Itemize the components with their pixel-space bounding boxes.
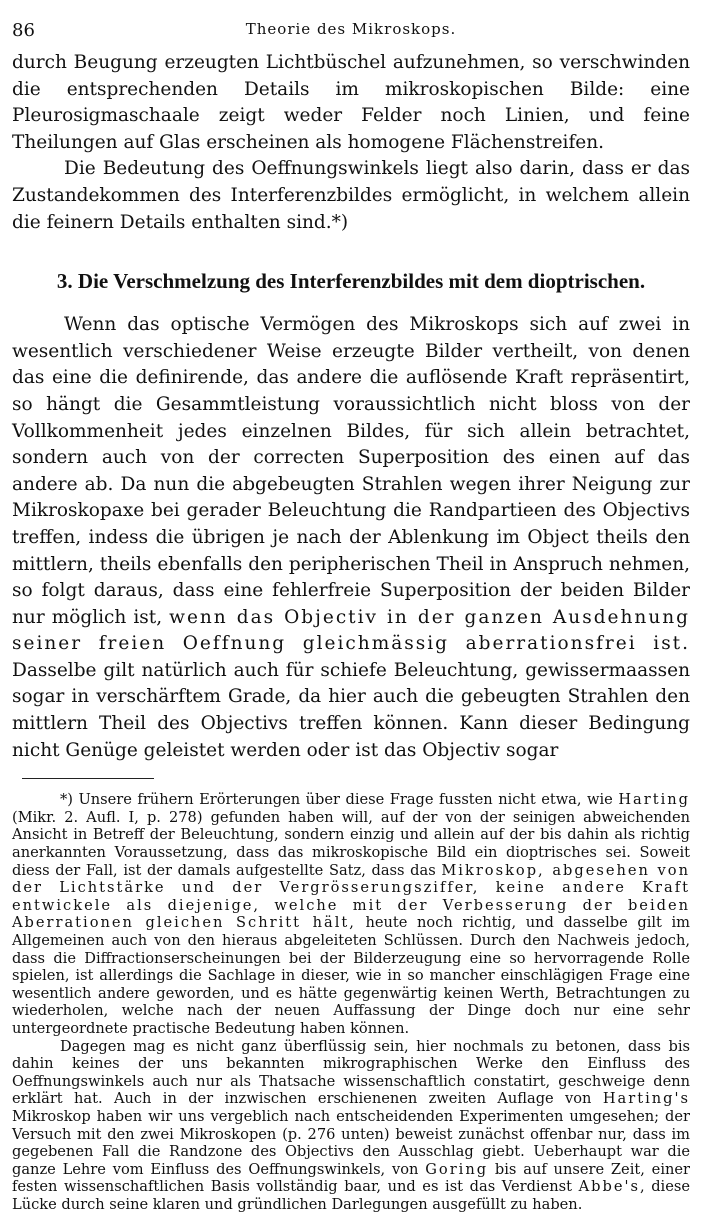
emphasized-text: wenn das Objectiv in der ganzen Ausdehnung seiner freien Oeffnung gleichmässig aberrationsfrei ist. (12, 606, 690, 655)
footnote-text: (Mikr. 2. Aufl. I, p. 278) gefunden haben will, auf der von der seinigen abweichenden Ansicht in Betreff der Beleuchtung, sondern einzig und allein auf der bis dahin als richtig anerkannten Voraussetzung, dass das mikroskopische Bild ein dioptrisches sei. Soweit diess der Fall, ist der damals aufgestellte Satz, dass das (12, 808, 690, 879)
footnote-2 (12, 1038, 690, 1214)
author-name: Harting's (602, 1090, 690, 1108)
section-heading: 3. Die Verschmelzung des Interferenzbildes mit dem dioptrischen. (56, 269, 646, 294)
footnote-text: *) Unsere frühern Erörterungen über diese Frage fussten nicht etwa, wie (60, 791, 619, 809)
paragraph-superposition (12, 312, 690, 764)
paragraph-text: Dasselbe gilt natürlich auch für schiefe Beleuchtung, gewissermaassen sogar in verschärftem Grade, da hier auch die gebeugten Strahlen den mittlern Theil des Objectivs treffen können. Kann dieser Bedingung nicht Genüge geleistet werden oder ist das Objectiv sogar (12, 659, 690, 761)
author-name: Goring (425, 1160, 489, 1178)
footnote-text: Mikroskop haben wir uns vergeblich nach entscheidenden Experimenten umgesehen; der Versuch mit den zwei Mikroskopen (p. 276 unten) beweist zunächst offenbar nur, dass im gegebenen Fall die Randzone des Objectivs den Ausschlag giebt. Ueberhaupt war die ganze Lehre vom Einfluss des Oeffnungswinkels, von (12, 1107, 690, 1178)
footnote-text: , diese Lücke durch seine klaren und gründlichen Darlegungen ausgefüllt zu haben. (12, 1178, 690, 1213)
paragraph-text: Wenn das optische Vermögen des Mikroskops sich auf zwei in wesentlich verschiedener Weise erzeugte Bilder vertheilt, von denen das eine die definirende, das andere die auflösende Kraft repräsentirt, so hängt die Gesammtleistung voraussichtlich nicht bloss von der Vollkommenheit jedes einzelnen Bildes, für sich allein betrachtet, sondern auch von der correcten Superposition des einen auf das andere ab. Da nun die abgebeugten Strahlen wegen ihrer Neigung zur Mikroskopaxe bei gerader Beleuchtung die Randpartieen des Objectivs treffen, indess die übrigen je nach der Ablenkung im Object theils den mittlern, theils ebenfalls den peripherischen Theil in Anspruch nehmen, so folgt daraus, dass eine fehlerfreie Superposition der beiden Bilder nur möglich ist, (12, 314, 690, 628)
author-name: Harting (618, 791, 690, 809)
author-name: Abbe's (578, 1178, 640, 1196)
paragraph-aperture: Die Bedeutung des Oeffnungswinkels liegt also darin, dass er das Zustandekommen des Interferenzbildes ermöglicht, in welchem allein die feinern Details enthalten sind.*) (12, 158, 690, 233)
footnote-1 (12, 791, 690, 1037)
running-title: Theorie des Mikroskops. (245, 20, 457, 38)
footnote-text: heute noch richtig, und dasselbe gilt im Allgemeinen auch von den hieraus abgeleiteten Schlüssen. Durch den Nachweis jedoch, dass die Diffractionserscheinungen bei der Bilderzeugung eine so hervorragende Rolle spielen, ist allerdings die Sachlage in dieser, wie in so mancher einschlägigen Frage eine wesentlich andere geworden, und es hätte gegenwärtig keinen Werth, Betrachtungen zu wiederholen, welche nach der neuen Auffassung der Dinge doch nur eine sehr untergeordnete practische Bedeutung haben können. (12, 914, 690, 1037)
paragraph-continuation: durch Beugung erzeugten Lichtbüschel aufzunehmen, so verschwinden die entsprechenden Details im mikroskopischen Bilde: eine Pleurosigmaschaale zeigt weder Felder noch Linien, und feine Theilungen auf Glas erscheinen als homogene Flächenstreifen. (12, 52, 690, 153)
emphasized-text: Mikroskop, abgesehen von der Lichtstärke und der Vergrösserungsziffer, keine andere Kraft entwickele als diejenige, welche mit der Verbesserung der beiden Aberrationen gleichen Schritt hält, (12, 861, 690, 932)
footnote-rule (22, 778, 154, 779)
footnote-text: Dagegen mag es nicht ganz überflüssig sein, hier nochmals zu betonen, dass bis dahin keines der uns bekannten mikrographischen Werke den Einfluss des Oeffnungswinkels auch nur als Thatsache wissenschaftlich constatirt, geschweige denn erklärt hat. Auch in der inzwischen erschienenen zweiten Auflage von (12, 1037, 690, 1108)
page-number: 86 (12, 20, 35, 41)
running-head (12, 20, 690, 50)
footnote-text: bis auf unsere Zeit, einer festen wissenschaftlichen Basis vollständig baar, und es ist das Verdienst (12, 1160, 690, 1196)
